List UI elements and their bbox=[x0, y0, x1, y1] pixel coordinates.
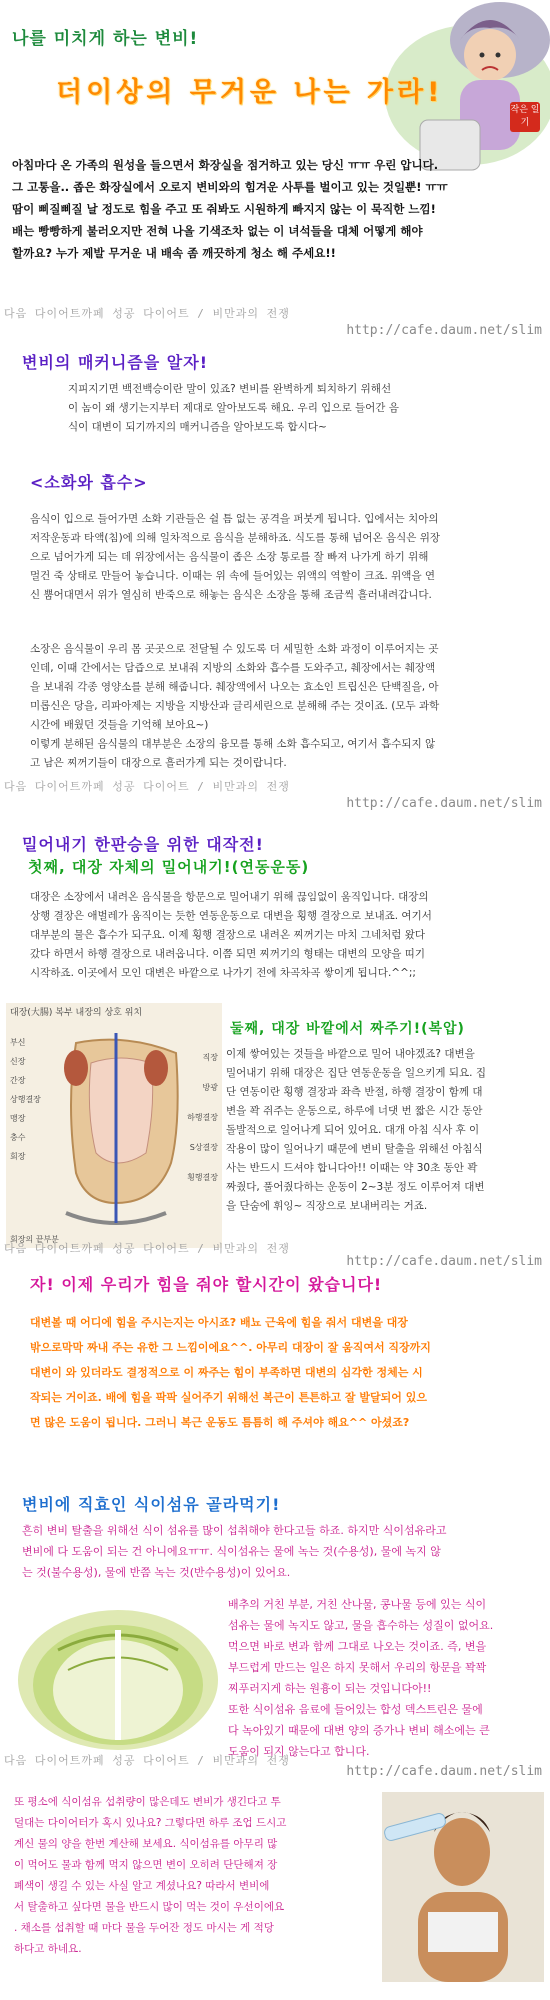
watermark bbox=[0, 1240, 550, 1274]
section-digestion-para1: 음식이 입으로 들어가면 소화 기관들은 쉴 틈 없는 공격을 퍼붓게 됩니다. 입에서는 치아의 저작운동과 타액(침)에 의해 일차적으로 음식을 분해하죠. 식도를 통해 넘어온 음식은 위장 으로 넘어가게 되는 데 위장에서는 음식물이 좁은 소장 통로를 잘 빠져 나가게 하기 위해 멀건 죽 상태로 만들어 놓습니다. 이때는 위 속에 들어있는 위액의 역할이 크죠. 위액을 연 신 뿜어대면서 위가 열심히 반죽으로 해놓는 음식은 소장을 통해 조금씩 흘러내려갑니다. bbox=[30, 513, 441, 601]
watermark bbox=[0, 305, 550, 339]
section-push-para2: 이제 쌓여있는 것들을 바깥으로 밀어 내야겠죠? 대변을 밀어내기 위해 대장은 집단 연동운동을 일으키게 되요. 집 단 연동이란 횡행 결장과 좌측 반절, 하행 결장이 함께 대 변을 꽉 쥐주는 운동으로, 하루에 너댓 번 짧은 시간 동안 돌발적으로 일어나게 되어 있어요. 대개 아침 식사 후 이 작용이 많이 일어나기 때문에 변비 탈출을 위해선 아침식 사는 반드시 드셔야 합니다아!! 이때는 약 30초 동안 꽉 짜줬다, 풀어줬다하는 운동이 2~3분 정도 이루어져 대변 을 단숨에 휘잉~ 직장으로 보내버리는 거죠. bbox=[226, 1048, 486, 1212]
intro-line: 할까요? 누가 제발 무거운 내 배속 좀 깨끗하게 청소 해 주세요!! bbox=[12, 246, 336, 260]
cabbage-image bbox=[8, 1590, 228, 1765]
section-fiber-bottom: 또 평소에 식이섬유 섭취량이 많은데도 변비가 생긴다고 투 덜대는 다이어터가 혹시 있나요? 그렇다면 하루 조업 드시고 계신 물의 양을 한번 계산해 보세요. 식이섬유를 아무리 많 이 먹어도 물과 함께 먹지 않으면 변이 오히려 단단해져 장 폐색이 생길 수 있는 사실 알고 계셨나요? 따라서 변비에 서 탈출하고 싶다면 물을 반드시 많이 먹는 것이 우선이에요 . 채소를 섭취할 때 마다 물을 두어잔 정도 마시는 게 적당 하다고 하네요. bbox=[14, 1796, 287, 1955]
section-fiber-rightcol: 배추의 거친 부분, 거친 산나물, 콩나물 등에 있는 식이 섬유는 물에 녹지도 않고, 물을 흡수하는 성질이 없어요. 먹으면 바로 변과 함께 그대로 나오는 것이죠. 즉, 변을 부드럽게 만드는 일은 하지 못해서 우리의 항문을 꽉꽉 찌푸러지게 하는 원흉이 되는 것입니다아!! 또한 식이섬유 음료에 들어있는 합성 덱스트린은 물에 다 녹아있기 때문에 대변 양의 증가나 변비 해소에는 큰 도움이 되지 않는다고 합니다. bbox=[228, 1598, 494, 1758]
watermark-url: http://cafe.daum.net/slim bbox=[346, 796, 542, 811]
intro-line: 배는 빵빵하게 불러오지만 전혀 나올 기색조차 없는 이 녀석들을 대체 어떻게 해야 bbox=[12, 224, 423, 238]
watermark-cafe-name: 다음 다이어트까페 성공 다이어트 / 비만과의 전쟁 bbox=[4, 1754, 290, 1767]
watermark-cafe-name: 다음 다이어트까페 성공 다이어트 / 비만과의 전쟁 bbox=[4, 1242, 290, 1255]
intestine-diagram: 대장(大腸) 복부 내장의 상호 위치 부신 신장 간장 상행결장 맹장 충수 회장 직장 방광 하행결장 S상결장 횡행결장 회장의 끝부분 bbox=[6, 1003, 222, 1248]
diagram-labels-left: 부신 신장 간장 상행결장 맹장 충수 회장 bbox=[10, 1038, 41, 1161]
header-banner bbox=[0, 0, 550, 305]
section-fiber-title: 변비에 직효인 식이섬유 골라먹기! bbox=[22, 1495, 281, 1514]
watermark-url: http://cafe.daum.net/slim bbox=[346, 1764, 542, 1779]
intro-line: 아침마다 온 가족의 원성을 들으면서 화장실을 점거하고 있는 당신 ㅠㅠ 우린 압니다. bbox=[12, 158, 439, 172]
intro-text bbox=[12, 154, 542, 264]
watermark-url: http://cafe.daum.net/slim bbox=[346, 1254, 542, 1269]
watermark-cafe-name: 다음 다이어트까페 성공 다이어트 / 비만과의 전쟁 bbox=[4, 780, 290, 793]
intro-line: 땀이 삐질삐질 날 정도로 힘을 주고 또 줘봐도 시원하게 빠지지 않는 이 묵직한 느낌! bbox=[12, 202, 436, 216]
section-digestion-para2: 소장은 음식물이 우리 몸 곳곳으로 전달될 수 있도록 더 세밀한 소화 과정이 이루어지는 곳 인데, 이때 간에서는 담즙으로 보내줘 지방의 소화와 흡수를 도와주고, 췌장에서는 췌장액 을 보내줘 각종 영양소를 분해 해줍니다. 췌장액에서 나오는 효소인 트립신은 단백질을, 아 미롭신은 당을, 리파아제는 지방을 지방산과 글리세린으로 분해해 주는 것이죠. (모두 과학 시간에 배웠던 것들을 기억해 보아요~) 이렇게 분해된 음식물의 대부분은 소장의 융모를 통해 소화 흡수되고, 여기서 흡수되지 않 고 남은 찌꺼기들이 대장으로 흘러가게 되는 것이랍니다. bbox=[30, 643, 440, 769]
watermark-cafe-name: 다음 다이어트까페 성공 다이어트 / 비만과의 전쟁 bbox=[4, 307, 290, 320]
diagram-labels-right: 직장 방광 하행결장 S상결장 횡행결장 bbox=[187, 1053, 218, 1182]
diagram-title: 대장(大腸) 복부 내장의 상호 위치 bbox=[10, 1008, 143, 1018]
seal-stamp: 작은 일기 bbox=[510, 102, 540, 132]
watermark-url: http://cafe.daum.net/slim bbox=[346, 323, 542, 338]
section-push-title: 밀어내기 한판승을 위한 대작전! bbox=[22, 835, 264, 854]
section-push-subtitle2: 둘째, 대장 바깥에서 짜주기!(복압) bbox=[230, 1021, 465, 1037]
section-digestion-title: <소화와 흡수> bbox=[30, 473, 148, 492]
section-push-subtitle1: 첫째, 대장 자체의 밀어내기!(연동운동) bbox=[28, 858, 310, 876]
section-strain-title: 자! 이제 우리가 힘을 줘야 할시간이 왔습니다! bbox=[30, 1275, 383, 1294]
woman-drinking-water-image bbox=[382, 1792, 544, 1982]
watermark bbox=[0, 778, 550, 812]
section-mechanism-text: 지피지기면 백전백승이란 말이 있죠? 변비를 완벽하게 퇴치하기 위해선 이 놈이 왜 생기는지부터 제대로 알아보도록 해요. 우리 입으로 들어간 음 식이 대변이 되기까지의 매커니즘을 알아보도록 합시다~ bbox=[68, 383, 399, 433]
header-title: 더이상의 무거운 나는 가라! bbox=[56, 77, 444, 108]
section-fiber-intro: 흔히 변비 탈출을 위해선 식이 섬유를 많이 섭취해야 한다고들 하죠. 하지만 식이섬유라고 변비에 다 도움이 되는 건 아니에요ㅠㅠ. 식이섬유는 물에 녹는 것(수용성), 물에 녹지 않 는 것(불수용성), 물에 반쯤 녹는 것(반수용성)이 있어요. bbox=[22, 1524, 447, 1579]
section-push-para1: 대장은 소장에서 내려온 음식물을 항문으로 밀어내기 위해 끊임없이 움직입니다. 대장의 상행 결장은 애벌레가 움직이는 듯한 연동운동으로 대변을 횡행 결장으로 보내죠. 여기서 대부분의 물은 흡수가 되구요. 이제 횡행 결장으로 내려온 찌꺼기는 마치 그네처럼 왔다 갔다 하면서 하행 결장으로 내려옵니다. 이쯤 되면 찌꺼기의 형태는 대변의 모양을 띠기 시작하죠. 이곳에서 모인 대변은 바깥으로 나가기 전에 차곡차곡 쌓이게 됩니다.^^;; bbox=[30, 891, 432, 979]
intro-line: 그 고통을.. 좁은 화장실에서 오로지 변비와의 힘겨운 사투를 벌이고 있는 것일뿐! ㅠㅠ bbox=[12, 180, 448, 194]
watermark bbox=[0, 1752, 550, 1786]
section-mechanism-title: 변비의 매커니즘을 알자! bbox=[22, 353, 208, 372]
section-strain-text: 대변볼 때 어디에 힘을 주시는지는 아시죠? 배뇨 근육에 힘을 줘서 대변을 대장 밖으로막막 짜내 주는 유한 그 느낌이에요^^. 아무리 대장이 잘 움직여서 직장까지 대변이 와 있더라도 결정적으로 이 짜주는 힘이 부족하면 대변의 심각한 정체는 시 작되는 거이죠. 배에 힘을 팍팍 실어주기 위해선 복근이 튼튼하고 잘 발달되어 있으 면 많은 도움이 됩니다. 그러니 복근 운동도 틈틈히 해 주셔야 해요^^ 아셨죠? bbox=[30, 1316, 431, 1429]
header-kicker: 나를 미치게 하는 변비! bbox=[12, 29, 199, 49]
